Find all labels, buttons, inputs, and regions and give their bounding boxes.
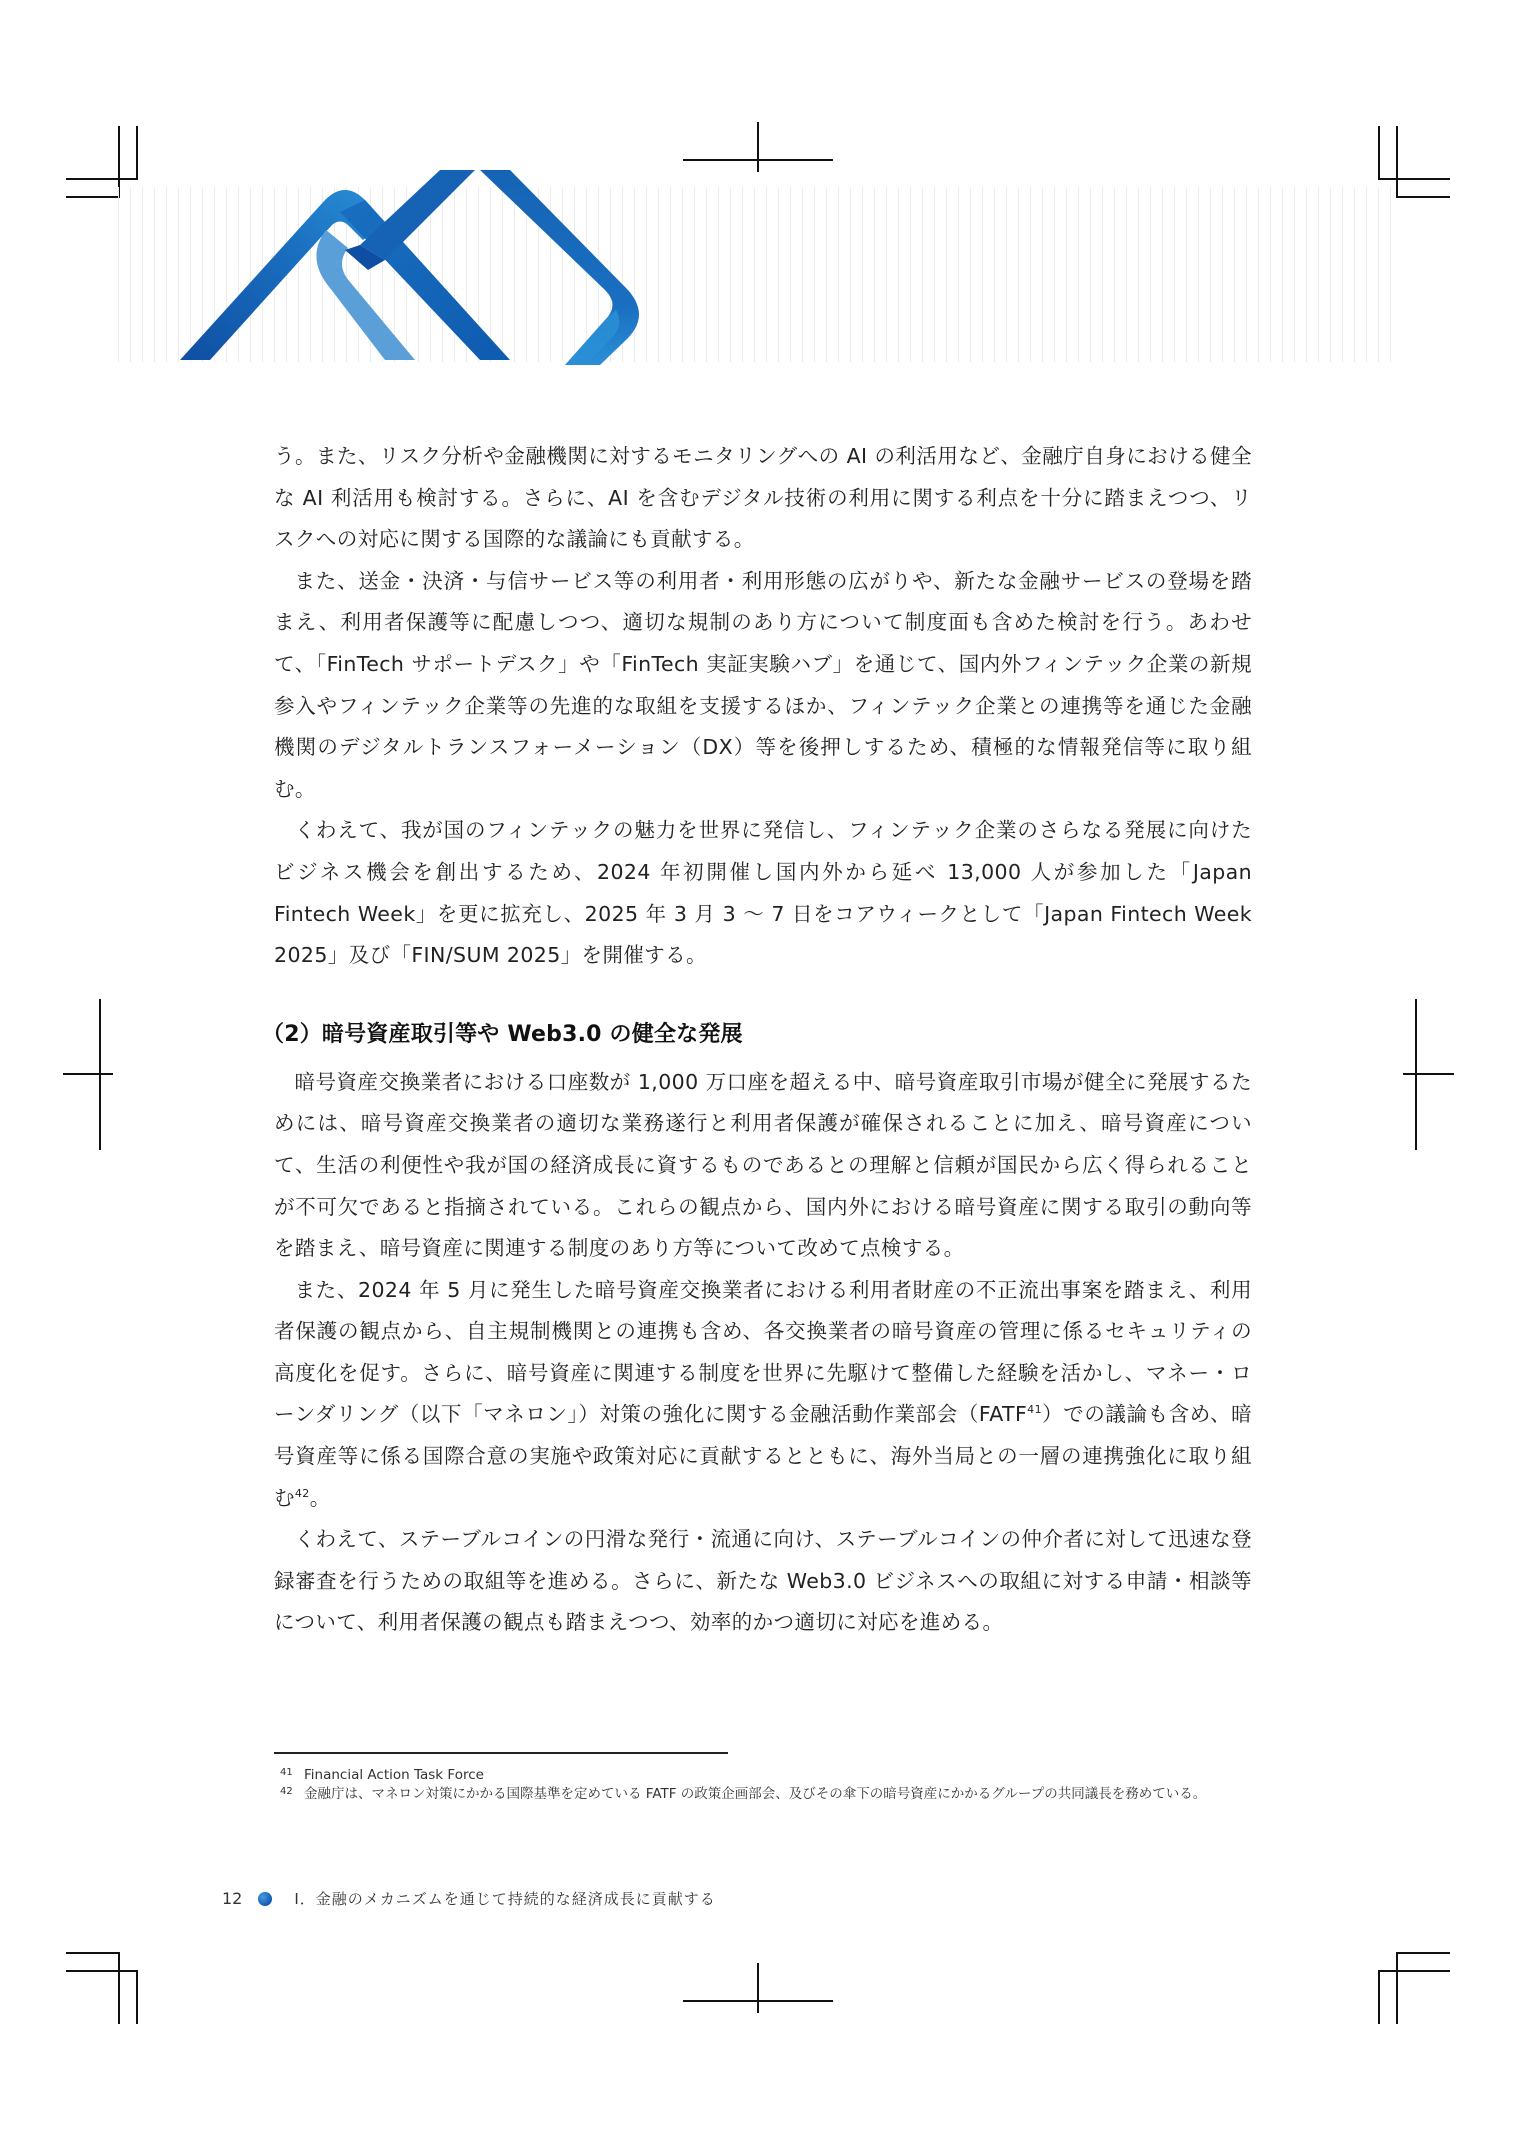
- footnote-41: [274, 1766, 1252, 1785]
- main-body: [262, 436, 1252, 1644]
- chain-link-logo-icon: [180, 170, 680, 365]
- bullet-dot-icon: [258, 1892, 272, 1906]
- footnote-text: Financial Action Task Force: [304, 1767, 484, 1783]
- footnote-text: 金融庁は、マネロン対策にかかる国際基準を定めている FATF の政策企画部会、及びその傘下の暗号資産にかかるグループの共同議長を務めている。: [304, 1786, 1207, 1802]
- footnote-divider: [274, 1752, 728, 1754]
- section-heading-crypto-web3: （2）暗号資産取引等や Web3.0 の健全な発展: [262, 1021, 743, 1047]
- chapter-title: Ⅰ．金融のメカニズムを通じて持続的な経済成長に貢献する: [294, 1890, 716, 1908]
- paragraph-ai-utilization: う。また、リスク分析や金融機関に対するモニタリングへの AI の利活用など、金融庁自身における健全な AI 利活用も検討する。さらに、AI を含むデジタル技術の利用に関する利点を十分に踏まえつつ、リスクへの対応に関する国際的な議論にも貢献する。: [274, 444, 1252, 552]
- footnote-number: 41: [280, 1767, 293, 1778]
- paragraph-stablecoin: くわえて、ステーブルコインの円滑な発行・流通に向け、ステーブルコインの仲介者に対して迅速な登録審査を行うための取組等を進める。さらに、新たな Web3.0 ビジネスへの取組に対する申請・相談等について、利用者保護の観点も踏まえつつ、効率的かつ適切に対応を進める。: [274, 1527, 1252, 1635]
- page-number: 12: [222, 1889, 243, 1908]
- paragraph-japan-fintech-week: くわえて、我が国のフィンテックの魅力を世界に発信し、フィンテック企業のさらなる発展に向けたビジネス機会を創出するため、2024 年初開催し国内外から延べ 13,000 人が参加した「Japan Fintech Week」を更に拡充し、2025 年 3 月 3 ～ 7 日をコアウィークとして「Japan Fintech Week 2025」及び「FIN/SUM 2025」を開催する。: [274, 818, 1252, 968]
- footnote-42: [274, 1785, 1252, 1804]
- footnote-number: 42: [280, 1786, 293, 1797]
- footnotes: [274, 1766, 1252, 1804]
- footnote-ref-42[interactable]: 42: [294, 1486, 310, 1500]
- paragraph-crypto-market: 暗号資産交換業者における口座数が 1,000 万口座を超える中、暗号資産取引市場が健全に発展するためには、暗号資産交換業者の適切な業務遂行と利用者保護が確保されることに加え、暗号資産について、生活の利便性や我が国の経済成長に資するものであるとの理解と信頼が国民から広く得られることが不可欠であると指摘されている。これらの観点から、国内外における暗号資産に関する取引の動向等を踏まえ、暗号資産に関連する制度のあり方等について改めて点検する。: [274, 1069, 1252, 1261]
- footnote-ref-41[interactable]: 41: [1027, 1403, 1042, 1417]
- paragraph-crypto-security: また、2024 年 5 月に発生した暗号資産交換業者における利用者財産の不正流出事案を踏まえ、利用者保護の観点から、自主規制機関との連携も含め、各交換業者の暗号資産の管理に係るセキュリティの高度化を促す。さらに、暗号資産に関連する制度を世界に先駆けて整備した経験を活かし、マネー・ローンダリング（以下「マネロン」）対策の強化に関する金融活動作業部会（FATF$^{41}$）での議論も含め、暗号資産等に係る国際合意の実施や政策対応に貢献するとともに、海外当局との一層の連携強化に取り組む$^{42}$。: [274, 1277, 1252, 1510]
- page-footer: [222, 1888, 716, 1909]
- paragraph-fintech-regulation: また、送金・決済・与信サービス等の利用者・利用形態の広がりや、新たな金融サービスの登場を踏まえ、利用者保護等に配慮しつつ、適切な規制のあり方について制度面も含めた検討を行う。あわせて、「FinTech サポートデスク」や「FinTech 実証実験ハブ」を通じて、国内外フィンテック企業の新規参入やフィンテック企業等の先進的な取組を支援するほか、フィンテック企業との連携等を通じた金融機関のデジタルトランスフォーメーション（DX）等を後押しするため、積極的な情報発信等に取り組む。: [274, 568, 1252, 801]
